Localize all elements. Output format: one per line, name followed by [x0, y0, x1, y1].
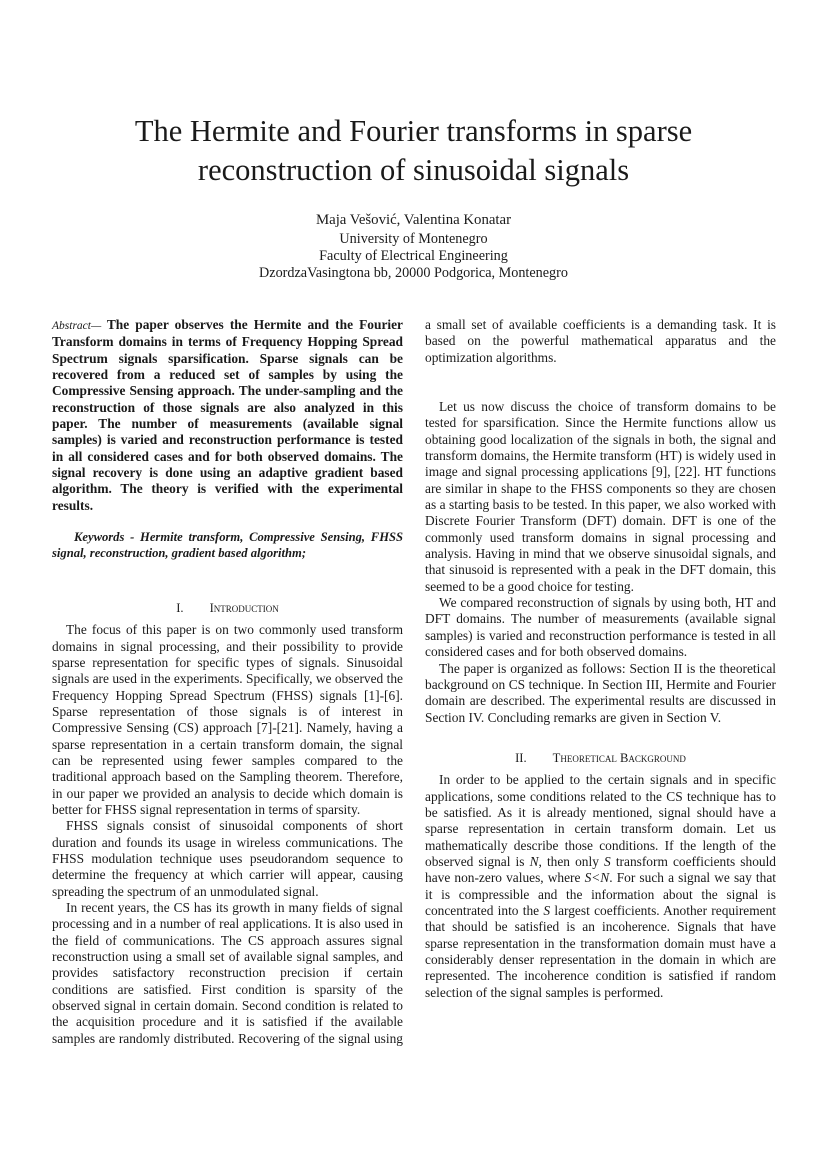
- affiliation-faculty: Faculty of Electrical Engineering: [319, 248, 508, 264]
- section-heading-introduction: [52, 600, 403, 616]
- math-S-less-N: S<N: [584, 870, 610, 886]
- right-column: [425, 317, 776, 1001]
- abstract-dash: —: [90, 320, 107, 332]
- intro-paragraph-1: The focus of this paper is on two commonly used transform domains in signal processing, and their possibility to provide sparse representation for specific types of signals. Sinusoidal signals are used in the experiments. Specifically, we observed the Frequency Hopping Spread Spectrum (FHSS) signals [1]-[6]. Sparse representation of those signals is of interest in Compressive Sensing (CS) approach [7]-[21]. Namely, having a sparse representation in a certain transform domain, the signal can be represented using fewer samples compared to the traditional approach based on the Sampling theorem. Therefore, in our paper we provided an analysis to decide which domain is better for FHSS signal representation in terms of sparsity.: [52, 622, 403, 817]
- abstract-text: The paper observes the Hermite and the Fourier Transform domains in terms of Frequency Hopping Spread Spectrum signals sparsification. Sparse signals can be recovered from a reduced set of samples by using the Compressive Sensing approach. The under-sampling and the reconstruction of those signals are also analyzed in this paper. The number of measurements (available signal samples) is varied and reconstruction performance is tested in all considered cases and for both observed domains. The signal recovery is done using an adaptive gradient based algorithm. The theory is verified with the experimental results.: [52, 317, 404, 513]
- text-segment: largest coefficients. Another requirement that should be satisfied is an incoherence. Signals that have sparse representation in the transformation domain must have a considerably denser representation in the domain in which are represented. The incoherence condition is satisfied if random selection of the signal samples is performed.: [425, 902, 776, 1000]
- text-segment: . For such a signal we say that it is compressible and the information about the signal is concentrated into the: [425, 870, 776, 918]
- intro-paragraph-6: The paper is organized as follows: Section II is the theoretical background on CS technique. In Section III, Hermite and Fourier domain are described. The experimental results are discussed in Section IV. Concluding remarks are given in Section V.: [425, 660, 776, 725]
- abstract-label: Abstract: [52, 320, 91, 332]
- affiliation-address: DzordzaVasingtona bb, 20000 Podgorica, Montenegro: [259, 265, 568, 281]
- left-column: [52, 317, 403, 1047]
- author-names: Maja Vešović, Valentina Konatar: [315, 212, 512, 228]
- theory-paragraph-1: [425, 772, 776, 1001]
- intro-paragraph-3-continued: [425, 317, 776, 399]
- math-N: N: [529, 853, 539, 869]
- text-segment: In order to be applied to the certain signals and in specific applications, some conditions related to the CS technique has to be satisfied. As it is already mentioned, signal should have a sparse representation in certain transform domain. Let us mathematically describe those conditions. If the length of the observed signal is: [425, 772, 776, 869]
- section-heading-theoretical-background: [425, 750, 776, 766]
- text-segment: , then only: [538, 853, 605, 869]
- text-segment: transform coefficients should have non-zero values, where: [425, 853, 776, 886]
- math-S: S: [543, 902, 551, 918]
- math-S: S: [604, 853, 611, 869]
- intro-paragraph-3: In recent years, the CS has its growth in many fields of signal processing and in a number of real applications. It is also used in the field of communications. The CS approach assures signal reconstruction using a small set of available signal samples, and provides satisfactory reconstruction precision if certain conditions are satisfied. First condition is sparsity of the observed signal in certain domain. Second condition is related to the acquisition procedure and it is satisfied if the available samples are randomly distributed. Recovering of the signal using: [52, 900, 403, 1046]
- intro-paragraph-4: Let us now discuss the choice of transform domains to be tested for sparsification. Since the Hermite functions allow us obtaining good localization of the signals in both, the signal and transform domains, the Hermite transform (HT) is widely used in image and signal processing applications [9], [22]. HT functions are similar in shape to the FHSS components so they are chosen as a starting basis to be tested. In this paper, we also worked with Discrete Fourier Transform (DFT) domain. DFT is one of the commonly used transform domains in signal processing and analysis. Having in mind that we observe sinusoidal signals, and that sinusoid is represented with a peak in the DFT domain, this seemed to be a good choice for testing.: [425, 399, 776, 594]
- affiliation-university: University of Montenegro: [339, 231, 488, 247]
- section-number: II.: [515, 750, 527, 765]
- keywords: Keywords - Hermite transform, Compressive Sensing, FHSS signal, reconstruction, gradient based algorithm;: [52, 530, 403, 561]
- section-title: Introduction: [209, 600, 279, 615]
- intro-paragraph-2: FHSS signals consist of sinusoidal components of short duration and founds its usage in wireless communications. The FHSS modulation technique uses pseudorandom sequence to determine the frequency at which carrier will appear, causing spreading the spectrum of an unmodulated signal.: [52, 818, 403, 899]
- section-number: I.: [176, 600, 184, 615]
- author-block: [0, 212, 827, 282]
- intro-paragraph-3-overflow: a small set of available coefficients is a demanding task. It is based on the powerful mathematical apparatus and the optimization algorithms.: [425, 317, 776, 365]
- section-title: Theoretical Background: [552, 750, 686, 765]
- abstract: [52, 317, 403, 514]
- paper-title: The Hermite and Fourier transforms in sparse reconstruction of sinusoidal signals: [134, 114, 693, 187]
- intro-paragraph-5: We compared reconstruction of signals by using both, HT and DFT domains. The number of measurements (available signal samples) is varied and reconstruction performance is tested in all considered cases and for both observed domains.: [425, 595, 776, 660]
